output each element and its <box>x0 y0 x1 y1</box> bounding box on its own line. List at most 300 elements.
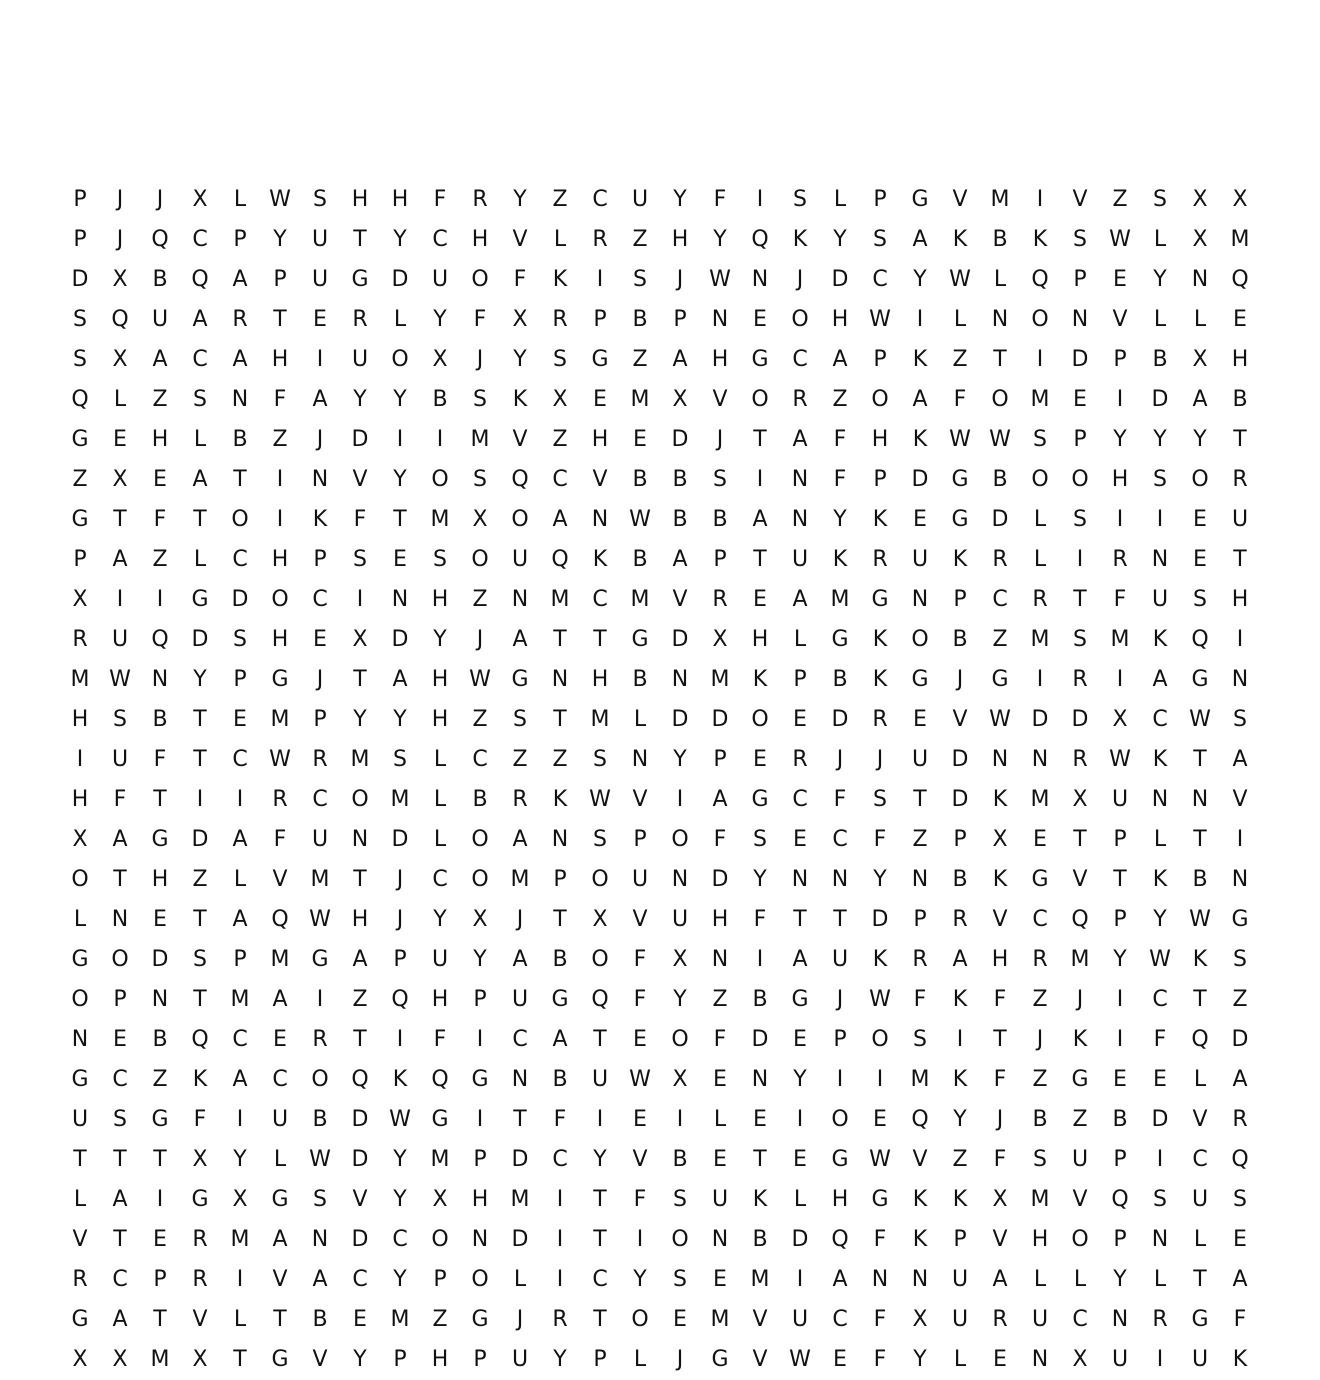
letter-cell[interactable]: M <box>1230 227 1250 252</box>
letter-cell[interactable]: X <box>712 627 728 652</box>
letter-cell[interactable]: X <box>352 627 368 652</box>
letter-cell[interactable]: P <box>433 1267 447 1292</box>
letter-cell[interactable]: Q <box>831 1227 849 1252</box>
letter-cell[interactable]: A <box>272 987 288 1012</box>
letter-cell[interactable]: Y <box>393 387 407 412</box>
letter-cell[interactable]: G <box>871 1187 889 1212</box>
letter-cell[interactable]: P <box>473 1147 487 1172</box>
letter-cell[interactable]: T <box>193 987 207 1012</box>
letter-cell[interactable]: E <box>673 1307 687 1332</box>
letter-cell[interactable]: S <box>1153 187 1167 212</box>
letter-cell[interactable]: T <box>553 627 567 652</box>
letter-cell[interactable]: I <box>236 1267 244 1292</box>
letter-cell[interactable]: A <box>232 347 248 372</box>
letter-cell[interactable]: Q <box>511 467 529 492</box>
letter-cell[interactable]: P <box>1113 827 1127 852</box>
letter-cell[interactable]: V <box>1072 187 1088 212</box>
letter-cell[interactable]: K <box>1152 747 1168 772</box>
letter-cell[interactable]: Y <box>1153 907 1167 932</box>
letter-cell[interactable]: U <box>1031 1307 1049 1332</box>
letter-cell[interactable]: A <box>152 347 168 372</box>
letter-cell[interactable]: C <box>832 827 848 852</box>
letter-cell[interactable]: Q <box>751 227 769 252</box>
letter-cell[interactable]: F <box>833 427 847 452</box>
letter-cell[interactable]: C <box>1032 907 1048 932</box>
letter-cell[interactable]: I <box>396 427 404 452</box>
letter-cell[interactable]: V <box>272 867 288 892</box>
letter-cell[interactable]: K <box>752 1187 768 1212</box>
letter-cell[interactable]: G <box>71 1067 89 1092</box>
letter-cell[interactable]: D <box>871 907 889 932</box>
letter-cell[interactable]: J <box>316 667 324 692</box>
letter-cell[interactable]: X <box>112 267 128 292</box>
letter-cell[interactable]: I <box>1236 627 1244 652</box>
letter-cell[interactable]: V <box>752 1347 768 1372</box>
letter-cell[interactable]: W <box>1149 947 1171 972</box>
letter-cell[interactable]: C <box>592 1267 608 1292</box>
letter-cell[interactable]: G <box>911 667 929 692</box>
letter-cell[interactable]: W <box>709 267 731 292</box>
letter-cell[interactable]: H <box>1231 587 1249 612</box>
letter-cell[interactable]: N <box>511 1067 529 1092</box>
letter-cell[interactable]: W <box>109 667 131 692</box>
letter-cell[interactable]: S <box>1073 227 1087 252</box>
letter-cell[interactable]: S <box>513 707 527 732</box>
letter-cell[interactable]: G <box>1231 907 1249 932</box>
letter-cell[interactable]: O <box>271 587 289 612</box>
letter-cell[interactable]: A <box>1192 387 1208 412</box>
letter-cell[interactable]: O <box>391 347 409 372</box>
letter-cell[interactable]: W <box>949 427 971 452</box>
letter-cell[interactable]: X <box>1112 707 1128 732</box>
letter-cell[interactable]: E <box>1113 1067 1127 1092</box>
letter-cell[interactable]: N <box>671 867 689 892</box>
letter-cell[interactable]: D <box>991 507 1009 532</box>
letter-cell[interactable]: A <box>512 827 528 852</box>
letter-cell[interactable]: R <box>1152 1307 1168 1332</box>
letter-cell[interactable]: E <box>793 827 807 852</box>
letter-cell[interactable]: E <box>153 907 167 932</box>
letter-cell[interactable]: C <box>112 1067 128 1092</box>
letter-cell[interactable]: T <box>553 707 567 732</box>
letter-cell[interactable]: M <box>150 1347 170 1372</box>
letter-cell[interactable]: T <box>113 1227 127 1252</box>
letter-cell[interactable]: F <box>153 507 167 532</box>
letter-cell[interactable]: J <box>396 867 404 892</box>
letter-cell[interactable]: H <box>1111 467 1129 492</box>
letter-cell[interactable]: J <box>116 187 124 212</box>
letter-cell[interactable]: S <box>753 827 767 852</box>
letter-cell[interactable]: T <box>193 707 207 732</box>
letter-cell[interactable]: A <box>392 667 408 692</box>
letter-cell[interactable]: N <box>751 267 769 292</box>
letter-cell[interactable]: A <box>912 227 928 252</box>
letter-cell[interactable]: I <box>1116 987 1124 1012</box>
letter-cell[interactable]: U <box>911 747 929 772</box>
letter-cell[interactable]: Y <box>633 1267 647 1292</box>
letter-cell[interactable]: W <box>1189 907 1211 932</box>
letter-cell[interactable]: T <box>753 1147 767 1172</box>
letter-cell[interactable]: V <box>592 467 608 492</box>
letter-cell[interactable]: L <box>193 547 207 572</box>
letter-cell[interactable]: L <box>633 1347 647 1372</box>
letter-cell[interactable]: X <box>592 907 608 932</box>
letter-cell[interactable]: O <box>831 1107 849 1132</box>
letter-cell[interactable]: V <box>1192 1107 1208 1132</box>
letter-cell[interactable]: H <box>591 427 609 452</box>
letter-cell[interactable]: I <box>316 987 324 1012</box>
letter-cell[interactable]: A <box>112 1307 128 1332</box>
letter-cell[interactable]: T <box>753 427 767 452</box>
letter-cell[interactable]: I <box>476 1107 484 1132</box>
letter-cell[interactable]: I <box>1156 1347 1164 1372</box>
letter-cell[interactable]: P <box>673 307 687 332</box>
letter-cell[interactable]: N <box>751 1067 769 1092</box>
letter-cell[interactable]: A <box>992 1267 1008 1292</box>
letter-cell[interactable]: F <box>633 947 647 972</box>
letter-cell[interactable]: Y <box>393 1187 407 1212</box>
letter-cell[interactable]: H <box>431 667 449 692</box>
letter-cell[interactable]: E <box>1113 267 1127 292</box>
letter-cell[interactable]: S <box>353 547 367 572</box>
letter-cell[interactable]: I <box>636 1227 644 1252</box>
letter-cell[interactable]: U <box>1231 507 1249 532</box>
letter-cell[interactable]: Q <box>1231 267 1249 292</box>
letter-cell[interactable]: M <box>710 1307 730 1332</box>
letter-cell[interactable]: C <box>592 187 608 212</box>
letter-cell[interactable]: P <box>1113 1227 1127 1252</box>
letter-cell[interactable]: P <box>73 547 87 572</box>
letter-cell[interactable]: G <box>151 827 169 852</box>
letter-cell[interactable]: G <box>631 627 649 652</box>
letter-cell[interactable]: P <box>393 1347 407 1372</box>
letter-cell[interactable]: A <box>112 547 128 572</box>
letter-cell[interactable]: O <box>671 1027 689 1052</box>
letter-cell[interactable]: F <box>873 827 887 852</box>
letter-cell[interactable]: Y <box>353 387 367 412</box>
letter-cell[interactable]: V <box>952 707 968 732</box>
letter-cell[interactable]: N <box>111 907 129 932</box>
letter-cell[interactable]: Q <box>1231 1147 1249 1172</box>
letter-cell[interactable]: T <box>593 1027 607 1052</box>
letter-cell[interactable]: T <box>593 1227 607 1252</box>
letter-cell[interactable]: F <box>473 307 487 332</box>
letter-cell[interactable]: R <box>472 187 488 212</box>
letter-cell[interactable]: X <box>1192 227 1208 252</box>
letter-cell[interactable]: K <box>592 547 608 572</box>
letter-cell[interactable]: X <box>992 827 1008 852</box>
letter-cell[interactable]: D <box>671 707 689 732</box>
letter-cell[interactable]: T <box>73 1147 87 1172</box>
letter-cell[interactable]: U <box>791 547 809 572</box>
letter-cell[interactable]: K <box>912 1187 928 1212</box>
letter-cell[interactable]: L <box>233 1307 247 1332</box>
letter-cell[interactable]: U <box>631 187 649 212</box>
letter-cell[interactable]: U <box>511 547 529 572</box>
letter-cell[interactable]: O <box>1191 467 1209 492</box>
letter-cell[interactable]: T <box>753 547 767 572</box>
letter-cell[interactable]: E <box>1033 827 1047 852</box>
letter-cell[interactable]: C <box>432 227 448 252</box>
letter-cell[interactable]: C <box>232 1027 248 1052</box>
letter-cell[interactable]: M <box>390 1307 410 1332</box>
letter-cell[interactable]: E <box>713 1267 727 1292</box>
letter-cell[interactable]: P <box>873 187 887 212</box>
letter-cell[interactable]: T <box>113 507 127 532</box>
letter-cell[interactable]: S <box>473 467 487 492</box>
letter-cell[interactable]: V <box>72 1227 88 1252</box>
letter-cell[interactable]: Q <box>1031 267 1049 292</box>
letter-cell[interactable]: A <box>672 347 688 372</box>
letter-cell[interactable]: R <box>272 787 288 812</box>
letter-cell[interactable]: Y <box>1113 427 1127 452</box>
letter-cell[interactable]: C <box>472 747 488 772</box>
letter-cell[interactable]: N <box>311 1227 329 1252</box>
letter-cell[interactable]: T <box>193 507 207 532</box>
letter-cell[interactable]: G <box>551 987 569 1012</box>
letter-cell[interactable]: U <box>591 1067 609 1092</box>
letter-cell[interactable]: T <box>273 307 287 332</box>
letter-cell[interactable]: S <box>1033 427 1047 452</box>
letter-cell[interactable]: F <box>513 267 527 292</box>
letter-cell[interactable]: C <box>992 587 1008 612</box>
letter-cell[interactable]: Q <box>1191 627 1209 652</box>
letter-cell[interactable]: K <box>872 627 888 652</box>
letter-cell[interactable]: R <box>1072 667 1088 692</box>
letter-cell[interactable]: U <box>351 347 369 372</box>
letter-cell[interactable]: O <box>1031 467 1049 492</box>
letter-cell[interactable]: S <box>393 747 407 772</box>
letter-cell[interactable]: H <box>431 987 449 1012</box>
letter-cell[interactable]: B <box>672 1147 688 1172</box>
letter-cell[interactable]: G <box>511 667 529 692</box>
letter-cell[interactable]: F <box>353 507 367 532</box>
letter-cell[interactable]: W <box>309 907 331 932</box>
letter-cell[interactable]: G <box>1191 1307 1209 1332</box>
letter-cell[interactable]: D <box>511 1227 529 1252</box>
letter-cell[interactable]: I <box>276 467 284 492</box>
letter-cell[interactable]: X <box>72 827 88 852</box>
letter-cell[interactable]: E <box>1153 1067 1167 1092</box>
letter-cell[interactable]: C <box>312 787 328 812</box>
letter-cell[interactable]: S <box>473 387 487 412</box>
letter-cell[interactable]: C <box>1152 707 1168 732</box>
letter-cell[interactable]: W <box>1109 227 1131 252</box>
letter-cell[interactable]: K <box>912 427 928 452</box>
letter-cell[interactable]: H <box>391 187 409 212</box>
letter-cell[interactable]: H <box>991 947 1009 972</box>
letter-cell[interactable]: N <box>711 947 729 972</box>
letter-cell[interactable]: F <box>833 467 847 492</box>
letter-cell[interactable]: D <box>791 1227 809 1252</box>
letter-cell[interactable]: G <box>791 987 809 1012</box>
letter-cell[interactable]: Y <box>233 1147 247 1172</box>
letter-cell[interactable]: Z <box>632 347 648 372</box>
letter-cell[interactable]: Q <box>111 307 129 332</box>
letter-cell[interactable]: L <box>233 867 247 892</box>
letter-cell[interactable]: A <box>712 787 728 812</box>
letter-cell[interactable]: E <box>873 1107 887 1132</box>
letter-cell[interactable]: M <box>750 1267 770 1292</box>
letter-cell[interactable]: Z <box>912 827 928 852</box>
letter-cell[interactable]: O <box>351 787 369 812</box>
letter-cell[interactable]: V <box>752 1307 768 1332</box>
letter-cell[interactable]: C <box>1072 1307 1088 1332</box>
letter-cell[interactable]: P <box>233 947 247 972</box>
letter-cell[interactable]: W <box>269 747 291 772</box>
letter-cell[interactable]: O <box>591 867 609 892</box>
letter-cell[interactable]: W <box>269 187 291 212</box>
letter-cell[interactable]: T <box>553 907 567 932</box>
letter-cell[interactable]: I <box>756 947 764 972</box>
letter-cell[interactable]: Y <box>1153 427 1167 452</box>
letter-cell[interactable]: U <box>671 907 689 932</box>
letter-cell[interactable]: P <box>1073 427 1087 452</box>
letter-cell[interactable]: S <box>873 227 887 252</box>
letter-cell[interactable]: E <box>633 427 647 452</box>
letter-cell[interactable]: K <box>912 347 928 372</box>
letter-cell[interactable]: Y <box>273 227 287 252</box>
letter-cell[interactable]: S <box>673 1187 687 1212</box>
letter-cell[interactable]: U <box>1111 1347 1129 1372</box>
letter-cell[interactable]: N <box>1151 787 1169 812</box>
letter-cell[interactable]: X <box>1072 1347 1088 1372</box>
letter-cell[interactable]: T <box>393 507 407 532</box>
letter-cell[interactable]: N <box>311 467 329 492</box>
letter-cell[interactable]: R <box>912 947 928 972</box>
letter-cell[interactable]: E <box>633 1107 647 1132</box>
letter-cell[interactable]: S <box>1073 627 1087 652</box>
letter-cell[interactable]: E <box>753 307 767 332</box>
letter-cell[interactable]: B <box>232 427 248 452</box>
letter-cell[interactable]: L <box>793 627 807 652</box>
letter-cell[interactable]: K <box>1152 627 1168 652</box>
letter-cell[interactable]: Y <box>913 267 927 292</box>
letter-cell[interactable]: K <box>872 507 888 532</box>
letter-cell[interactable]: K <box>1192 947 1208 972</box>
letter-cell[interactable]: S <box>673 1267 687 1292</box>
letter-cell[interactable]: Z <box>272 427 288 452</box>
letter-cell[interactable]: N <box>591 507 609 532</box>
letter-cell[interactable]: M <box>270 707 290 732</box>
letter-cell[interactable]: K <box>952 547 968 572</box>
letter-cell[interactable]: P <box>1113 1147 1127 1172</box>
letter-cell[interactable]: Z <box>152 547 168 572</box>
letter-cell[interactable]: S <box>313 1187 327 1212</box>
letter-cell[interactable]: R <box>552 1307 568 1332</box>
letter-cell[interactable]: I <box>756 187 764 212</box>
letter-cell[interactable]: R <box>232 307 248 332</box>
letter-cell[interactable]: S <box>873 787 887 812</box>
letter-cell[interactable]: O <box>991 387 1009 412</box>
letter-cell[interactable]: I <box>1076 547 1084 572</box>
letter-cell[interactable]: W <box>1189 707 1211 732</box>
letter-cell[interactable]: F <box>873 1307 887 1332</box>
letter-cell[interactable]: O <box>671 827 689 852</box>
letter-cell[interactable]: O <box>671 1227 689 1252</box>
letter-cell[interactable]: T <box>153 1147 167 1172</box>
letter-cell[interactable]: G <box>471 1067 489 1092</box>
letter-cell[interactable]: Y <box>433 627 447 652</box>
letter-cell[interactable]: G <box>751 347 769 372</box>
letter-cell[interactable]: P <box>1113 347 1127 372</box>
letter-cell[interactable]: U <box>311 227 329 252</box>
letter-cell[interactable]: V <box>712 387 728 412</box>
letter-cell[interactable]: F <box>953 387 967 412</box>
letter-cell[interactable]: F <box>1113 587 1127 612</box>
letter-cell[interactable]: C <box>592 587 608 612</box>
letter-cell[interactable]: N <box>551 667 569 692</box>
letter-cell[interactable]: E <box>593 387 607 412</box>
letter-cell[interactable]: M <box>550 587 570 612</box>
letter-cell[interactable]: D <box>1151 387 1169 412</box>
letter-cell[interactable]: O <box>631 1307 649 1332</box>
letter-cell[interactable]: E <box>113 427 127 452</box>
letter-cell[interactable]: P <box>233 227 247 252</box>
letter-cell[interactable]: C <box>832 1307 848 1332</box>
letter-cell[interactable]: L <box>433 747 447 772</box>
letter-cell[interactable]: Y <box>953 1107 967 1132</box>
letter-cell[interactable]: B <box>152 707 168 732</box>
letter-cell[interactable]: N <box>711 307 729 332</box>
letter-cell[interactable]: L <box>793 1187 807 1212</box>
letter-cell[interactable]: N <box>911 867 929 892</box>
letter-cell[interactable]: K <box>512 387 528 412</box>
letter-cell[interactable]: L <box>73 1187 87 1212</box>
letter-cell[interactable]: E <box>793 1027 807 1052</box>
letter-cell[interactable]: G <box>71 947 89 972</box>
letter-cell[interactable]: Y <box>393 467 407 492</box>
letter-cell[interactable]: N <box>871 1267 889 1292</box>
letter-cell[interactable]: Z <box>632 227 648 252</box>
letter-cell[interactable]: A <box>512 627 528 652</box>
letter-cell[interactable]: T <box>1233 547 1247 572</box>
letter-cell[interactable]: E <box>233 707 247 732</box>
letter-cell[interactable]: X <box>1072 787 1088 812</box>
letter-cell[interactable]: H <box>271 627 289 652</box>
letter-cell[interactable]: O <box>471 267 489 292</box>
letter-cell[interactable]: Y <box>433 307 447 332</box>
letter-cell[interactable]: Z <box>952 347 968 372</box>
letter-cell[interactable]: M <box>710 667 730 692</box>
letter-cell[interactable]: S <box>313 187 327 212</box>
letter-cell[interactable]: B <box>992 227 1008 252</box>
letter-cell[interactable]: U <box>511 987 529 1012</box>
letter-cell[interactable]: W <box>629 507 651 532</box>
letter-cell[interactable]: O <box>471 867 489 892</box>
letter-cell[interactable]: Y <box>1153 267 1167 292</box>
letter-cell[interactable]: Z <box>1072 1107 1088 1132</box>
letter-cell[interactable]: Y <box>353 1347 367 1372</box>
letter-cell[interactable]: W <box>589 787 611 812</box>
letter-cell[interactable]: I <box>556 1267 564 1292</box>
letter-cell[interactable]: V <box>1072 867 1088 892</box>
letter-cell[interactable]: N <box>831 867 849 892</box>
letter-cell[interactable]: F <box>1233 1307 1247 1332</box>
letter-cell[interactable]: X <box>112 347 128 372</box>
letter-cell[interactable]: N <box>1111 1307 1129 1332</box>
letter-cell[interactable]: Y <box>1193 427 1207 452</box>
letter-cell[interactable]: Z <box>952 1147 968 1172</box>
letter-cell[interactable]: J <box>676 1347 684 1372</box>
letter-cell[interactable]: C <box>192 347 208 372</box>
letter-cell[interactable]: A <box>792 587 808 612</box>
letter-cell[interactable]: I <box>556 1187 564 1212</box>
letter-cell[interactable]: F <box>913 987 927 1012</box>
letter-cell[interactable]: P <box>73 187 87 212</box>
letter-cell[interactable]: D <box>511 1147 529 1172</box>
letter-cell[interactable]: H <box>151 867 169 892</box>
